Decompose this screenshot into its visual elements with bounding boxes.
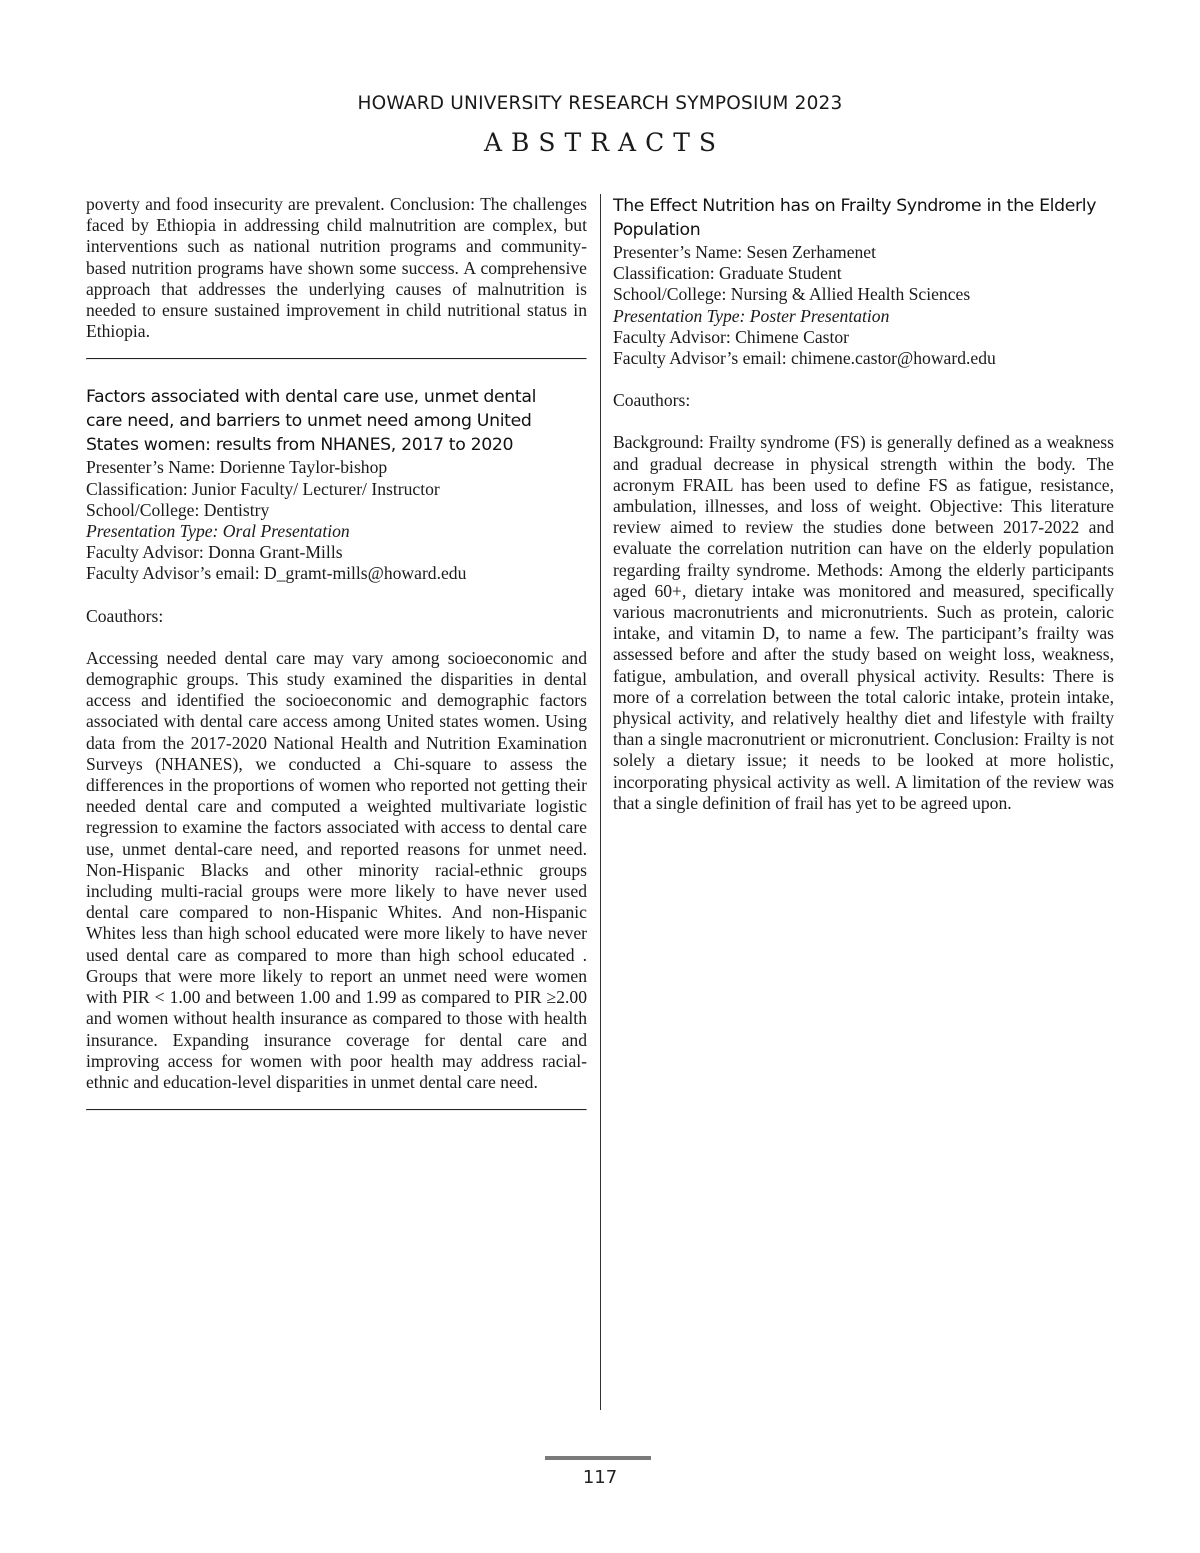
school-college: School/College: Dentistry <box>86 499 270 520</box>
abstract-body: Background: Frailty syndrome (FS) is generally defined as a weakness and gradual decrease in physical strength within the body. The acronym FRAIL has been used to define FS as fatigue, resistance, ambulation, illnesses, and loss of weight. Objective: This literature review aimed to review the studies done between 2017-2022 and evaluate the correlation nutrition can have on the elderly population regarding frailty syndrome. Methods: Among the elderly participants aged 60+, dietary intake was monitored and measured, specifically various macronutrients and micronutrients. Such as protein, caloric intake, and vitamin D, to name a few. The participant’s frailty was assessed before and after the study based on weight loss, weakness, fatigue, ambulation, and overall physical activity. Results: There is more of a correlation between the total caloric intake, protein intake, physical activity, and relatively healthy diet and lifestyle with frailty than a single macronutrient or micronutrient. Conclusion: Frailty is not solely a dietary issue; it needs to be looked at more holistic, incorporating physical activity as well. A limitation of the review was that a single definition of frail has yet to be agreed upon. <box>613 432 1114 813</box>
coauthors-label: Coauthors: <box>86 605 164 626</box>
school-college: School/College: Nursing & Allied Health Sciences <box>613 284 971 305</box>
left-column <box>86 194 587 1111</box>
right-column <box>613 194 1114 814</box>
section-title: ABSTRACTS <box>483 128 726 157</box>
presenter-name: Presenter’s Name: Dorienne Taylor-bishop <box>86 457 388 478</box>
presentation-type: Presentation Type: Oral Presentation <box>86 521 350 542</box>
faculty-advisor: Faculty Advisor: Chimene Castor <box>613 326 850 347</box>
presenter-name: Presenter’s Name: Sesen Zerhamenet <box>613 242 876 262</box>
footer-rule <box>545 1456 651 1460</box>
column-divider <box>600 194 601 1410</box>
classification: Classification: Graduate Student <box>613 263 842 284</box>
abstract-title: Factors associated with dental care use, unmet dental care need, and barriers to unmet need among United States women: results from NHANES, 2017 to 2020 <box>86 387 537 456</box>
continued-abstract-text: poverty and food insecurity are prevalent. Conclusion: The challenges faced by Ethiopia in addressing child malnutrition are complex, but interventions such as national nutrition programs and community-based nutrition programs have shown some success. A comprehensive approach that addresses the underlying causes of malnutrition is needed to ensure sustained improvement in child nutritional status in Ethiopia. <box>86 194 587 342</box>
page-header <box>0 92 1200 158</box>
abstract-entry <box>86 385 587 1093</box>
faculty-advisor-email: Faculty Advisor’s email: chimene.castor@howard.edu <box>613 348 996 369</box>
coauthors-label: Coauthors: <box>613 390 691 411</box>
faculty-advisor: Faculty Advisor: Donna Grant-Mills <box>86 542 343 563</box>
abstract-body: Accessing needed dental care may vary among socioeconomic and demographic groups. This study examined the disparities in dental access and identified the socioeconomic and demographic factors associated with dental care access among United states women. Using data from the 2017-2020 National Health and Nutrition Examination Surveys (NHANES), we conducted a Chi-square to assess the differences in the proportions of women who reported not getting their needed dental care and computed a weighted multivariate logistic regression to examine the factors associated with access to dental care use, unmet dental-care need, and reported reasons for unmet need. Non-Hispanic Blacks and other minority racial-ethnic groups including multi-racial groups were more likely to have never used dental care compared to non-Hispanic Whites. And non-Hispanic Whites less than high school educated were more likely to have never used dental care as compared to more than high school educated . Groups that were more likely to report an unmet need were women with PIR < 1.00 and between 1.00 and 1.99 as compared to PIR ≥2.00 and women without health insurance as compared to those with health insurance. Expanding insurance coverage for dental care and improving access for women with poor health may address racial-ethnic and education-level disparities in unmet dental care need. <box>86 647 587 1092</box>
abstract-entry <box>613 194 1114 814</box>
faculty-advisor-email: Faculty Advisor’s email: D_gramt-mills@howard.edu <box>86 563 467 584</box>
symposium-title: HOWARD UNIVERSITY RESEARCH SYMPOSIUM 2023 <box>357 93 843 114</box>
classification: Classification: Junior Faculty/ Lecturer/ Instructor <box>86 478 440 499</box>
abstract-divider <box>86 1109 587 1111</box>
presentation-type: Presentation Type: Poster Presentation <box>613 305 890 326</box>
abstract-title: The Effect Nutrition has on Frailty Syndrome in the Elderly Population <box>613 196 1097 240</box>
page-number: 117 <box>582 1467 618 1488</box>
